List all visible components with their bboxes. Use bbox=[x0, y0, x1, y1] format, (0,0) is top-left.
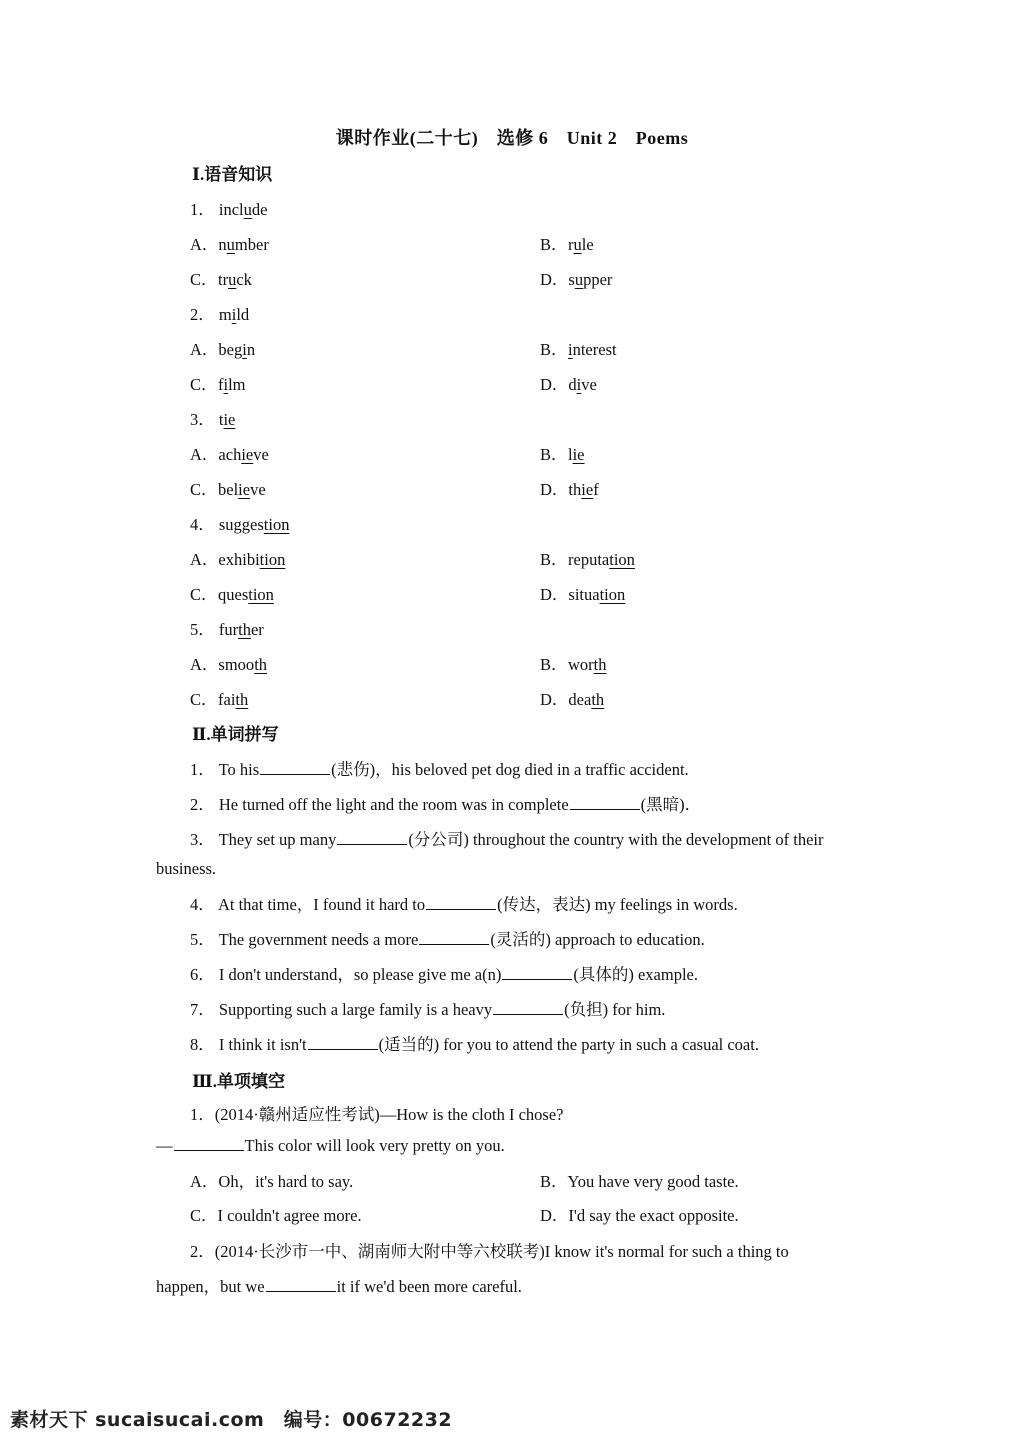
option-d bbox=[540, 476, 599, 500]
word-part: beg bbox=[218, 340, 243, 359]
option-word bbox=[568, 655, 607, 674]
phonetic-question-4 bbox=[190, 511, 289, 535]
underlined-letters: u bbox=[573, 235, 582, 254]
answer-blank[interactable] bbox=[308, 1035, 378, 1050]
underlined-letters: u bbox=[228, 270, 237, 289]
spelling-item-4 bbox=[190, 891, 738, 915]
answer-blank[interactable] bbox=[419, 930, 489, 945]
option-word bbox=[218, 235, 268, 254]
option-word bbox=[218, 550, 285, 569]
spelling-item-2 bbox=[190, 791, 701, 815]
target-word bbox=[219, 515, 290, 534]
mc-question-1-dialog bbox=[156, 1136, 505, 1156]
option-word bbox=[568, 270, 612, 289]
underlined-letters: ie bbox=[241, 445, 254, 464]
option-label: C． bbox=[190, 480, 218, 499]
mc-question-1-option-a: A．Oh，it's hard to say. bbox=[190, 1172, 354, 1191]
option-word bbox=[218, 340, 255, 359]
word-part: r bbox=[568, 235, 574, 254]
option-word bbox=[568, 375, 596, 394]
option-word bbox=[568, 550, 635, 569]
word-part: fur bbox=[218, 620, 239, 639]
question-number: 3． bbox=[190, 410, 219, 429]
word-part: th bbox=[568, 480, 582, 499]
underlined-letters: th bbox=[591, 690, 605, 709]
section-2-heading: Ⅱ.单词拼写 bbox=[192, 725, 279, 744]
spelling-item-3 bbox=[190, 826, 824, 850]
sentence-end: (灵活的) approach to education. bbox=[490, 930, 705, 949]
answer-blank[interactable] bbox=[502, 965, 572, 980]
option-label: D． bbox=[540, 480, 569, 499]
sentence-start: 3． They set up many bbox=[190, 830, 337, 849]
underlined-letters: ie bbox=[581, 480, 594, 499]
option-d bbox=[540, 581, 625, 605]
underlined-letters: tion bbox=[259, 550, 286, 569]
sentence-end: (负担) for him. bbox=[564, 1000, 666, 1019]
sentence-start: 8． I think it isn't bbox=[190, 1035, 307, 1054]
word-part: n bbox=[218, 235, 227, 254]
option-word bbox=[568, 340, 617, 359]
option-word bbox=[568, 235, 594, 254]
word-part: l bbox=[568, 445, 573, 464]
option-word bbox=[218, 585, 274, 604]
underlined-letters: tion bbox=[248, 585, 274, 604]
sentence-end: (黑暗)． bbox=[640, 795, 702, 814]
option-label: C． bbox=[190, 270, 218, 289]
underlined-letters: th bbox=[593, 655, 607, 674]
sentence-start: 6． I don't understand，so please give me a(n) bbox=[190, 965, 502, 984]
word-part: de bbox=[251, 200, 268, 219]
underlined-letters: u bbox=[243, 200, 252, 219]
mc-question-1-option-b: B．You have very good taste. bbox=[540, 1172, 739, 1191]
option-word bbox=[568, 690, 604, 709]
phonetic-question-1 bbox=[190, 196, 267, 220]
sentence-end: (具体的) example. bbox=[573, 965, 698, 984]
option-word bbox=[218, 445, 268, 464]
underlined-letters: u bbox=[574, 270, 584, 289]
option-b bbox=[540, 336, 617, 360]
answer-blank[interactable] bbox=[260, 760, 330, 775]
underlined-letters: i bbox=[576, 375, 582, 394]
option-label: B． bbox=[540, 340, 568, 359]
word-part: dea bbox=[568, 690, 592, 709]
target-word bbox=[219, 200, 268, 219]
word-part: ld bbox=[236, 305, 250, 324]
word-part: situa bbox=[568, 585, 600, 604]
option-d bbox=[540, 371, 597, 395]
word-part: ck bbox=[236, 270, 252, 289]
word-part: ve bbox=[250, 480, 266, 499]
spelling-item-5 bbox=[190, 926, 705, 950]
answer-blank[interactable] bbox=[570, 795, 640, 810]
option-b bbox=[540, 546, 635, 570]
phonetic-question-2 bbox=[190, 301, 249, 325]
target-word bbox=[219, 620, 264, 639]
option-a bbox=[190, 546, 285, 570]
word-part: f bbox=[593, 480, 599, 499]
option-word bbox=[218, 655, 267, 674]
underlined-letters: u bbox=[226, 235, 235, 254]
option-label: D． bbox=[540, 690, 569, 709]
watermark-text: 素材天下 sucaisucai.com 编号：00672232 bbox=[10, 1409, 453, 1431]
option-label: A． bbox=[190, 550, 219, 569]
option-word bbox=[218, 375, 246, 394]
option-label: D． bbox=[540, 270, 569, 289]
underlined-letters: tion bbox=[263, 515, 290, 534]
underlined-letters: tion bbox=[599, 585, 626, 604]
option-label: A． bbox=[190, 235, 219, 254]
answer-blank[interactable] bbox=[426, 895, 496, 910]
word-part: tr bbox=[218, 270, 229, 289]
word-part: sugges bbox=[218, 515, 264, 534]
option-b bbox=[540, 651, 607, 675]
answer-blank[interactable] bbox=[174, 1136, 244, 1151]
option-c bbox=[190, 476, 266, 500]
option-a bbox=[190, 231, 269, 255]
option-label: C． bbox=[190, 375, 218, 394]
sentence-start: 4． At that time，I found it hard to bbox=[190, 895, 426, 914]
word-part: smoo bbox=[218, 655, 255, 674]
section-3-heading: Ⅲ.单项填空 bbox=[192, 1072, 285, 1091]
word-part: mber bbox=[234, 235, 269, 254]
target-word bbox=[219, 410, 236, 429]
mc-question-2-stem: 2．(2014·长沙市一中、湖南师大附中等六校联考)I know it's normal for such a thing to bbox=[190, 1242, 789, 1261]
word-part: nterest bbox=[572, 340, 617, 359]
sentence-start: 1． To his bbox=[190, 760, 260, 779]
option-a bbox=[190, 651, 267, 675]
word-part: incl bbox=[218, 200, 244, 219]
word-part: s bbox=[568, 270, 575, 289]
sentence-end: (传达，表达) my feelings in words. bbox=[497, 895, 738, 914]
word-part: fai bbox=[218, 690, 236, 709]
question-number: 1． bbox=[190, 200, 219, 219]
reply-text: This color will look very pretty on you. bbox=[244, 1136, 505, 1155]
spelling-item-1 bbox=[190, 756, 689, 780]
spelling-item-7 bbox=[190, 996, 665, 1020]
underlined-letters: ie bbox=[572, 445, 585, 464]
word-part: t bbox=[218, 410, 224, 429]
word-part: ach bbox=[218, 445, 242, 464]
word-part: n bbox=[246, 340, 256, 359]
underlined-letters: i bbox=[242, 340, 247, 359]
option-c bbox=[190, 371, 246, 395]
text-before-blank: happen，but we bbox=[156, 1277, 265, 1296]
word-part: ve bbox=[581, 375, 597, 394]
option-c bbox=[190, 686, 248, 710]
word-part: d bbox=[568, 375, 577, 394]
underlined-letters: i bbox=[568, 340, 573, 359]
target-word bbox=[219, 305, 249, 324]
option-word bbox=[218, 690, 248, 709]
underlined-letters: ie bbox=[223, 410, 236, 429]
option-d bbox=[540, 266, 612, 290]
phonetic-question-5 bbox=[190, 616, 264, 640]
option-b bbox=[540, 441, 585, 465]
underlined-letters: i bbox=[223, 375, 229, 394]
answer-blank[interactable] bbox=[493, 1000, 563, 1015]
sentence-end: (适当的) for you to attend the party in such a casual coat. bbox=[378, 1035, 759, 1054]
spelling-item-8 bbox=[190, 1031, 759, 1055]
word-part: wor bbox=[568, 655, 594, 674]
mc-question-2-continuation bbox=[156, 1273, 522, 1297]
word-part: f bbox=[218, 375, 224, 394]
mc-question-1-stem: 1．(2014·赣州适应性考试)—How is the cloth I chose? bbox=[190, 1105, 564, 1124]
option-d bbox=[540, 686, 604, 710]
option-label: B． bbox=[540, 445, 568, 464]
option-a bbox=[190, 336, 255, 360]
word-part: m bbox=[218, 305, 232, 324]
question-number: 2． bbox=[190, 305, 219, 324]
dash: — bbox=[156, 1136, 173, 1155]
option-label: D． bbox=[540, 585, 569, 604]
word-part: reputa bbox=[568, 550, 610, 569]
option-word bbox=[218, 270, 252, 289]
question-number: 4． bbox=[190, 515, 219, 534]
word-part: le bbox=[581, 235, 594, 254]
answer-blank[interactable] bbox=[266, 1277, 336, 1292]
mc-question-1-option-c: C．I couldn't agree more. bbox=[190, 1206, 362, 1225]
mc-question-1-option-d: D．I'd say the exact opposite. bbox=[540, 1206, 739, 1225]
sentence-start: 5． The government needs a more bbox=[190, 930, 419, 949]
text-after-blank: it if we'd been more careful. bbox=[336, 1277, 522, 1296]
option-word bbox=[568, 445, 585, 464]
option-b bbox=[540, 231, 594, 255]
underlined-letters: th bbox=[238, 620, 251, 639]
underlined-letters: ie bbox=[238, 480, 251, 499]
underlined-letters: i bbox=[231, 305, 237, 324]
spelling-item-6 bbox=[190, 961, 698, 985]
word-part: ques bbox=[218, 585, 249, 604]
option-label: B． bbox=[540, 235, 568, 254]
option-label: B． bbox=[540, 655, 568, 674]
option-label: A． bbox=[190, 340, 219, 359]
option-label: D． bbox=[540, 375, 569, 394]
question-number: 5． bbox=[190, 620, 219, 639]
word-part: er bbox=[250, 620, 264, 639]
phonetic-question-3 bbox=[190, 406, 235, 430]
option-label: B． bbox=[540, 550, 568, 569]
option-label: C． bbox=[190, 690, 218, 709]
word-part: exhibi bbox=[218, 550, 260, 569]
option-word bbox=[218, 480, 266, 499]
section-1-heading: Ⅰ.语音知识 bbox=[192, 165, 273, 184]
option-a bbox=[190, 441, 269, 465]
sentence-start: 2． He turned off the light and the room was in complete bbox=[190, 795, 569, 814]
page-title: 课时作业(二十七) 选修 6 Unit 2 Poems bbox=[335, 128, 689, 148]
option-word bbox=[568, 585, 625, 604]
sentence-start: 7． Supporting such a large family is a heavy bbox=[190, 1000, 493, 1019]
option-c bbox=[190, 266, 252, 290]
word-part: bel bbox=[218, 480, 239, 499]
option-label: C． bbox=[190, 585, 218, 604]
underlined-letters: tion bbox=[609, 550, 635, 569]
option-word bbox=[568, 480, 598, 499]
option-label: A． bbox=[190, 655, 219, 674]
answer-blank[interactable] bbox=[337, 830, 407, 845]
option-c bbox=[190, 581, 274, 605]
sentence-end: (分公司) throughout the country with the development of their bbox=[408, 830, 824, 849]
spelling-item-continuation: business. bbox=[156, 859, 217, 878]
option-label: A． bbox=[190, 445, 219, 464]
word-part: ve bbox=[253, 445, 269, 464]
word-part: lm bbox=[228, 375, 246, 394]
underlined-letters: th bbox=[254, 655, 268, 674]
underlined-letters: th bbox=[235, 690, 249, 709]
word-part: pper bbox=[583, 270, 613, 289]
sentence-end: (悲伤)，his beloved pet dog died in a traffic accident. bbox=[331, 760, 689, 779]
